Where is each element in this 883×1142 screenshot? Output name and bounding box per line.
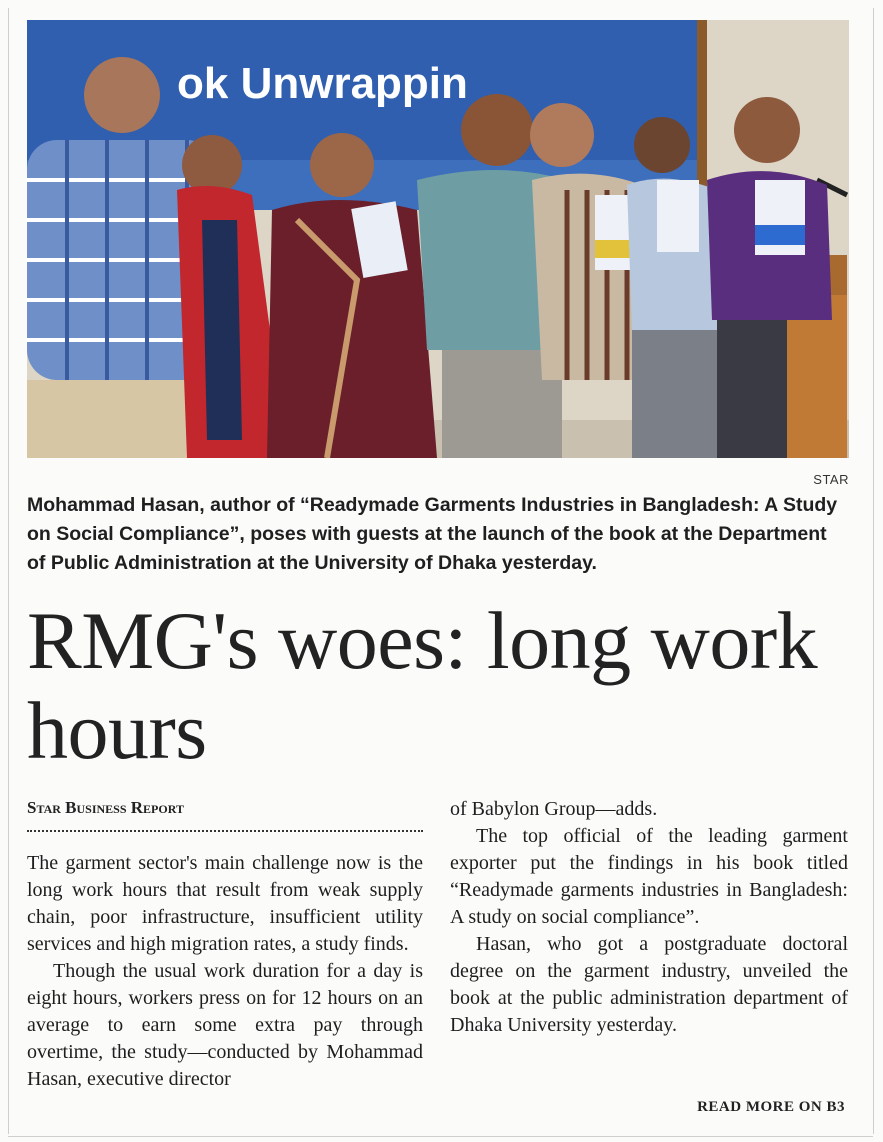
book-launch-photo (27, 20, 849, 458)
photo-illustration (27, 20, 849, 458)
article-paragraph: Hasan, who got a postgraduate doctoral degree on the garment industry, unveiled the book at the public administration department of Dhaka University yesterday. (450, 933, 848, 1036)
bottom-rule (8, 1136, 873, 1137)
article-paragraph: The top official of the leading garment exporter put the findings in his book titled “Readymade garments industries in Bangladesh: A study on social compliance”. (450, 825, 848, 928)
banner-text: ok Unwrappin (177, 59, 468, 108)
article-paragraph: The garment sector's main challenge now is the long work hours that result from weak supply chain, poor infrastructure, insufficient utility services and high migration rates, a study finds. (27, 852, 423, 955)
read-more-link[interactable]: READ MORE ON B3 (697, 1099, 845, 1115)
byline: Star Business Report (27, 798, 184, 817)
article-paragraph: Though the usual work duration for a day is eight hours, workers press on for 12 hours on an average to earn some extra pay through overtime, the study—conducted by Mohammad Hasan, executive director (27, 960, 423, 1090)
photo-caption: Mohammad Hasan, author of “Readymade Garments Industries in Bangladesh: A Study on Social Compliance”, poses with guests at the launch of the book at the Department of Public Administration at the University of Dhaka yesterday. (27, 494, 838, 574)
photo-credit: STAR (813, 472, 849, 487)
headline: RMG's woes: long work hours (27, 595, 818, 776)
article-column-left (27, 850, 423, 1093)
byline-divider (27, 830, 423, 832)
article-paragraph: of Babylon Group—adds. (450, 798, 658, 820)
article-column-right (450, 796, 848, 1039)
